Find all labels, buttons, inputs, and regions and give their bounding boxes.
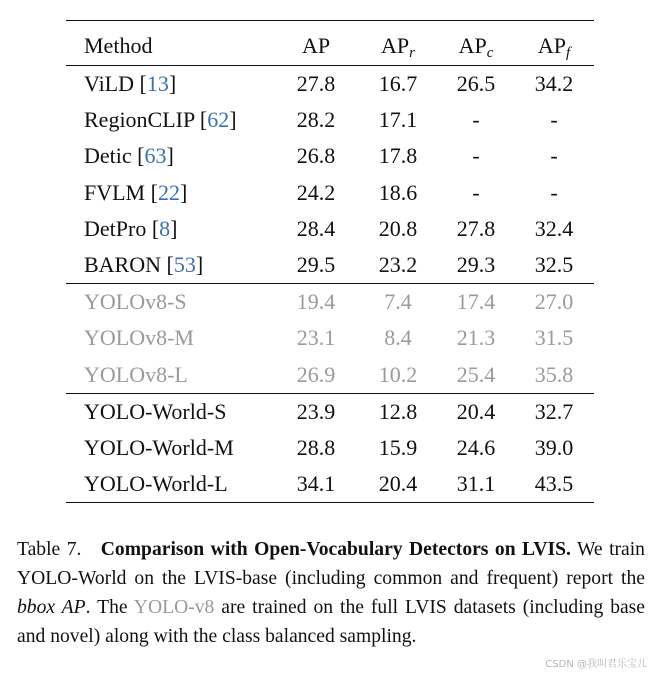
method-name: YOLO-World-L — [84, 471, 228, 497]
ap-c-cell: 20.4 — [456, 398, 496, 424]
ap-c-cell: 24.6 — [456, 434, 496, 460]
method-cell: FVLM [22] — [84, 179, 188, 205]
ap-cell: 23.9 — [296, 398, 336, 424]
citation-link[interactable]: 22 — [157, 179, 180, 205]
table-row — [66, 66, 594, 102]
ap-cell: 29.5 — [296, 251, 336, 277]
ap-cell: 28.2 — [296, 107, 336, 133]
ap-r-cell: 20.8 — [378, 215, 418, 241]
citation-link[interactable]: 13 — [146, 71, 169, 96]
method-cell: BARON [53] — [84, 251, 204, 277]
table-row — [66, 430, 594, 466]
ap-cell: 24.2 — [296, 179, 336, 205]
ap-r-cell: 7.4 — [384, 289, 412, 315]
ap-cell: 34.1 — [296, 471, 336, 497]
table-caption — [17, 535, 645, 651]
citation-link[interactable]: 53 — [173, 251, 196, 277]
method-name: YOLOv8-S — [84, 289, 187, 315]
ap-r-cell: 23.2 — [378, 251, 418, 277]
ap-f-cell: - — [550, 143, 558, 169]
ap-c-cell: 25.4 — [456, 361, 496, 387]
method-cell — [84, 430, 234, 466]
ap-cell: 26.9 — [296, 361, 336, 387]
ap-c-cell: 29.3 — [456, 251, 496, 277]
method-name: DetPro — [84, 215, 147, 241]
citation-link[interactable]: 62 — [207, 107, 230, 133]
method-name: FVLM — [84, 179, 146, 205]
table-row — [66, 320, 594, 356]
method-name: YOLO-World-M — [84, 434, 234, 460]
ap-r-cell: 17.1 — [378, 107, 418, 133]
ap-f-cell: - — [550, 179, 558, 205]
table-row — [66, 247, 594, 283]
ap-cell: 28.4 — [296, 215, 336, 241]
header-ap: AP — [301, 33, 331, 58]
ap-r-cell: 18.6 — [378, 179, 418, 205]
caption-yolo-ref: YOLO-v8 — [133, 597, 215, 618]
table-row — [66, 175, 594, 211]
method-cell — [84, 466, 228, 502]
ap-cell: 28.8 — [296, 434, 336, 460]
ap-c-cell: - — [472, 179, 480, 205]
caption-label: Table 7. — [17, 539, 82, 560]
table-row — [66, 357, 594, 393]
ap-cell: 23.1 — [296, 325, 336, 351]
ap-f-cell: 27.0 — [534, 289, 574, 315]
ap-c-cell: - — [472, 107, 480, 133]
ap-c-cell: 26.5 — [456, 71, 496, 96]
method-name: YOLO-World-S — [84, 398, 227, 424]
table-row — [66, 102, 594, 138]
caption-title: Comparison with Open-Vocabulary Detectors on LVIS. — [100, 539, 571, 560]
method-cell: Detic [63] — [84, 143, 174, 169]
method-cell — [84, 320, 194, 356]
method-cell: DetPro [8] — [84, 215, 178, 241]
method-name: BARON — [84, 251, 162, 277]
ap-f-cell: 31.5 — [534, 325, 574, 351]
header-ap-c: $AP_c$ — [458, 33, 494, 61]
method-name: YOLOv8-M — [84, 325, 194, 351]
method-cell — [84, 394, 226, 430]
method-cell — [84, 357, 188, 393]
ap-c-cell: 17.4 — [456, 289, 496, 315]
table-row — [66, 394, 594, 430]
ap-cell: 27.8 — [296, 71, 336, 96]
ap-cell: 19.4 — [296, 289, 336, 315]
citation-link[interactable]: 63 — [144, 143, 167, 169]
caption-text-1: We train YOLO-World on the LVIS-base (including common and frequent) report the — [17, 539, 645, 589]
ap-r-cell: 20.4 — [378, 471, 418, 497]
table-body — [66, 66, 594, 502]
ap-r-cell: 12.8 — [378, 398, 418, 424]
watermark: CSDN @我叫君乐宝儿 — [545, 659, 647, 670]
ap-r-cell: 15.9 — [378, 434, 418, 460]
ap-f-cell: 43.5 — [534, 471, 574, 497]
caption-emph: bbox AP — [17, 597, 86, 618]
table-row — [66, 284, 594, 320]
citation-link[interactable]: 8 — [159, 215, 171, 241]
header-ap-r: $AP_r$ — [381, 33, 415, 61]
results-table — [66, 20, 594, 503]
method-name: YOLOv8-L — [84, 361, 188, 387]
header-row — [66, 21, 594, 65]
ap-r-cell: 16.7 — [378, 71, 418, 96]
header-ap-f: $AP_f$ — [537, 33, 571, 61]
table-row — [66, 138, 594, 174]
bottom-rule — [66, 502, 594, 503]
caption-text-3: are trained on the full LVIS datasets (including base and novel) along with the class balanced sampling. — [17, 597, 646, 647]
ap-f-cell: 34.2 — [534, 71, 574, 96]
ap-r-cell: 10.2 — [378, 361, 418, 387]
ap-f-cell: 32.4 — [534, 215, 574, 241]
ap-r-cell: 17.8 — [378, 143, 418, 169]
ap-r-cell: 8.4 — [384, 325, 412, 351]
ap-c-cell: 27.8 — [456, 215, 496, 241]
header-method: Method — [84, 33, 153, 58]
method-cell — [84, 284, 187, 320]
table-row — [66, 466, 594, 502]
method-name: ViLD — [84, 71, 135, 96]
method-cell: ViLD [13] — [84, 71, 177, 96]
table-row — [66, 211, 594, 247]
method-name: RegionCLIP — [84, 107, 195, 133]
ap-cell: 26.8 — [296, 143, 336, 169]
ap-c-cell: - — [472, 143, 480, 169]
method-cell: RegionCLIP [62] — [84, 107, 237, 133]
ap-f-cell: 32.5 — [534, 251, 574, 277]
ap-f-cell: 39.0 — [534, 434, 574, 460]
ap-f-cell: 35.8 — [534, 361, 574, 387]
ap-f-cell: 32.7 — [534, 398, 574, 424]
method-name: Detic — [84, 143, 132, 169]
caption-text-2: . The — [85, 597, 134, 618]
ap-f-cell: - — [550, 107, 558, 133]
ap-c-cell: 21.3 — [456, 325, 496, 351]
ap-c-cell: 31.1 — [456, 471, 496, 497]
